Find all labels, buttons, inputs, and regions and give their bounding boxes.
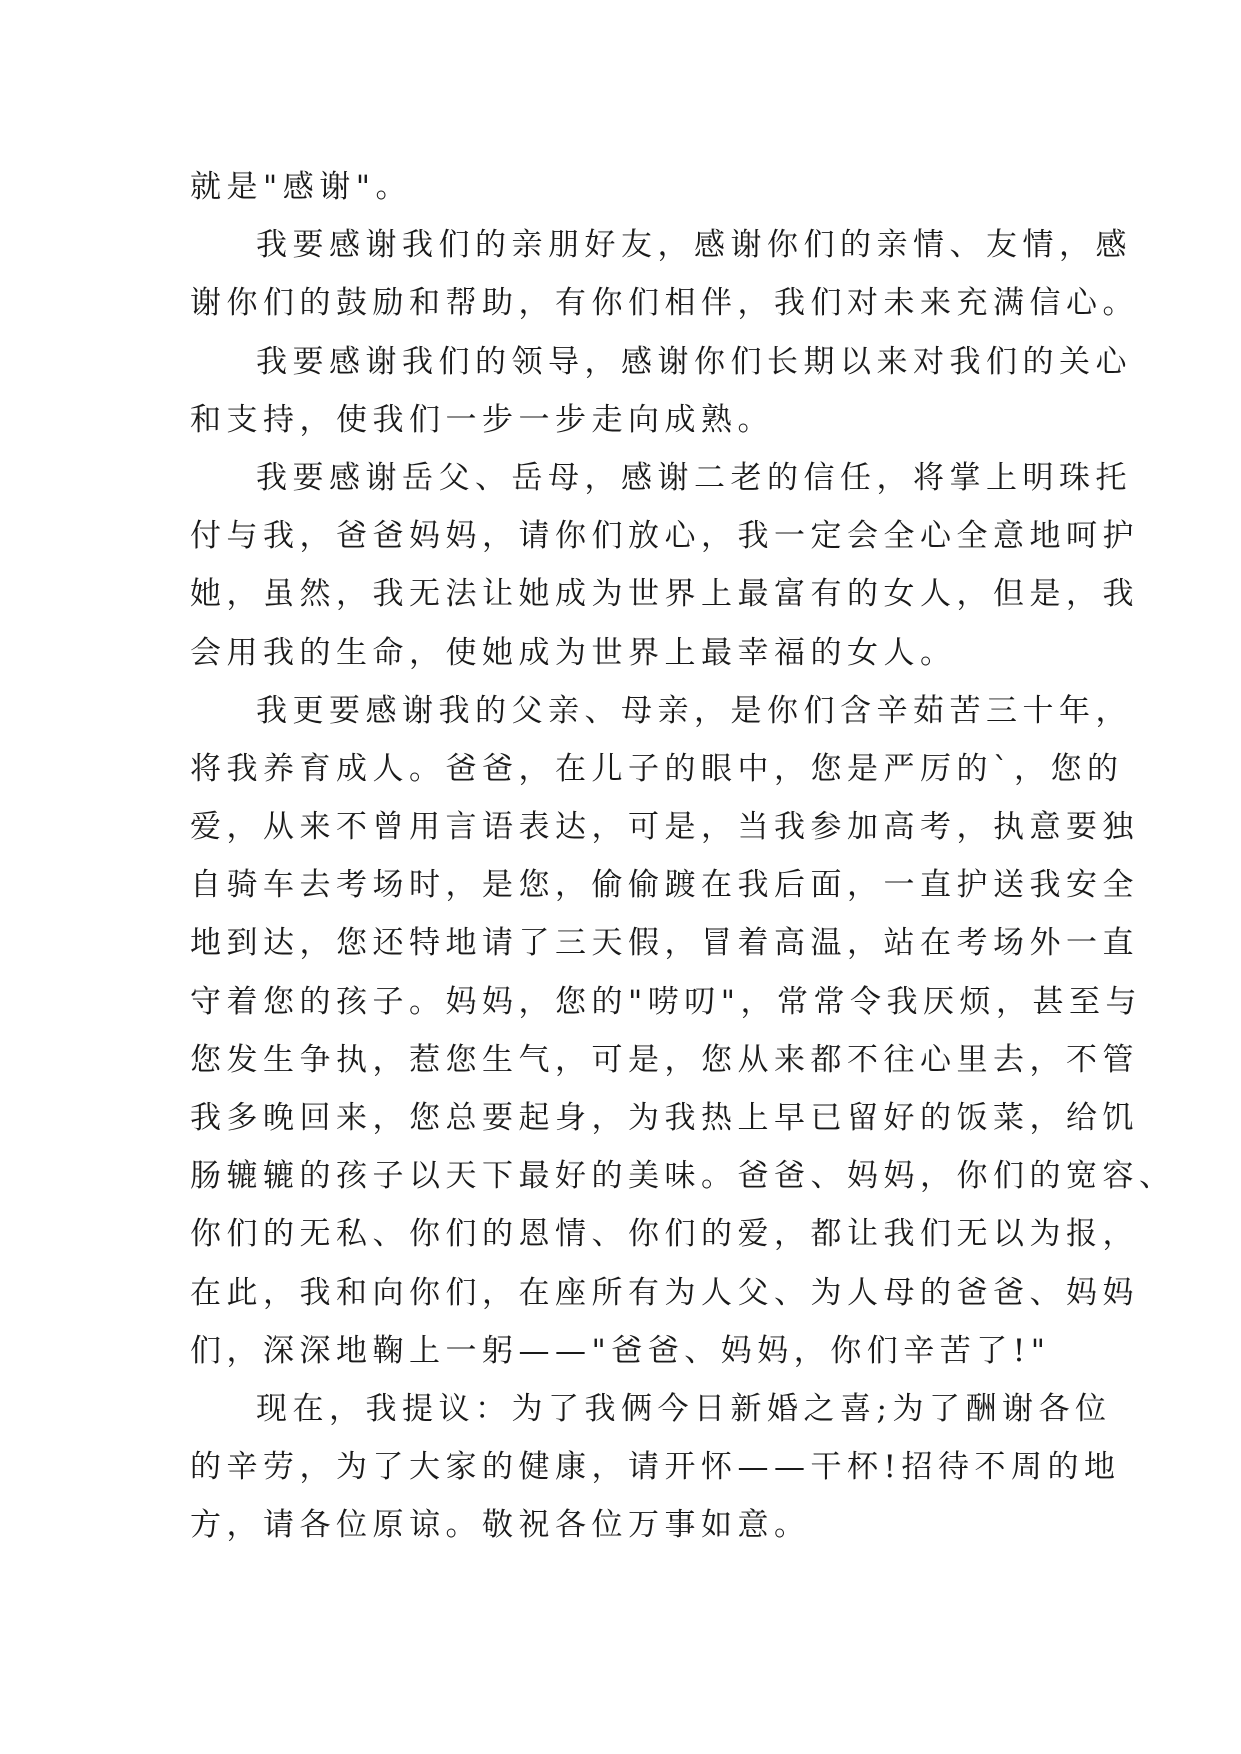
- text-line: 方，请各位原谅。敬祝各位万事如意。: [190, 1507, 811, 1544]
- text-line: 我要感谢我们的领导，感谢你们长期以来对我们的关心: [256, 343, 1132, 380]
- speech-text: [190, 158, 1176, 1555]
- text-line: 地到达，您还特地请了三天假，冒着高温，站在考场外一直: [190, 925, 1139, 962]
- text-line: 她，虽然，我无法让她成为世界上最富有的女人，但是，我: [190, 576, 1139, 613]
- text-line: 肠辘辘的孩子以天下最好的美味。爸爸、妈妈，你们的宽容、: [190, 1158, 1176, 1195]
- text-line: 谢你们的鼓励和帮助，有你们相伴，我们对未来充满信心。: [190, 285, 1139, 322]
- text-line: 和支持，使我们一步一步走向成熟。: [190, 401, 774, 438]
- text-line: 自骑车去考场时，是您，偷偷踱在我后面，一直护送我安全: [190, 867, 1139, 904]
- text-line: 的辛劳，为了大家的健康，请开怀——干杯!招待不周的地: [190, 1449, 1121, 1486]
- text-line: 我多晚回来，您总要起身，为我热上早已留好的饭菜，给饥: [190, 1100, 1139, 1136]
- text-line: 爱，从来不曾用言语表达，可是，当我参加高考，执意要独: [190, 809, 1139, 846]
- text-line: 我要感谢岳父、岳母，感谢二老的信任，将掌上明珠托: [256, 459, 1132, 496]
- text-line: 守着您的孩子。妈妈，您的"唠叨"，常常令我厌烦，甚至与: [190, 983, 1143, 1020]
- text-line: 们，深深地鞠上一躬——"爸爸、妈妈，你们辛苦了!": [190, 1332, 1051, 1369]
- text-line: 现在，我提议：为了我俩今日新婚之喜;为了酬谢各位: [256, 1390, 1112, 1427]
- text-line: 会用我的生命，使她成为世界上最幸福的女人。: [190, 634, 957, 671]
- text-line: 在此，我和向你们，在座所有为人父、为人母的爸爸、妈妈: [190, 1274, 1139, 1311]
- text-line: 付与我，爸爸妈妈，请你们放心，我一定会全心全意地呵护: [190, 518, 1139, 555]
- text-line: 你们的无私、你们的恩情、你们的爱，都让我们无以为报，: [190, 1216, 1139, 1253]
- text-line: 就是"感谢"。: [190, 169, 413, 205]
- text-line: 我要感谢我们的亲朋好友，感谢你们的亲情、友情，感: [256, 227, 1132, 264]
- text-line: 您发生争执，惹您生气，可是，您从来都不往心里去，不管: [190, 1041, 1139, 1078]
- text-line: 我更要感谢我的父亲、母亲，是你们含辛茹苦三十年，: [256, 692, 1132, 729]
- text-line: 将我养育成人。爸爸，在儿子的眼中，您是严厉的`，您的: [190, 750, 1124, 787]
